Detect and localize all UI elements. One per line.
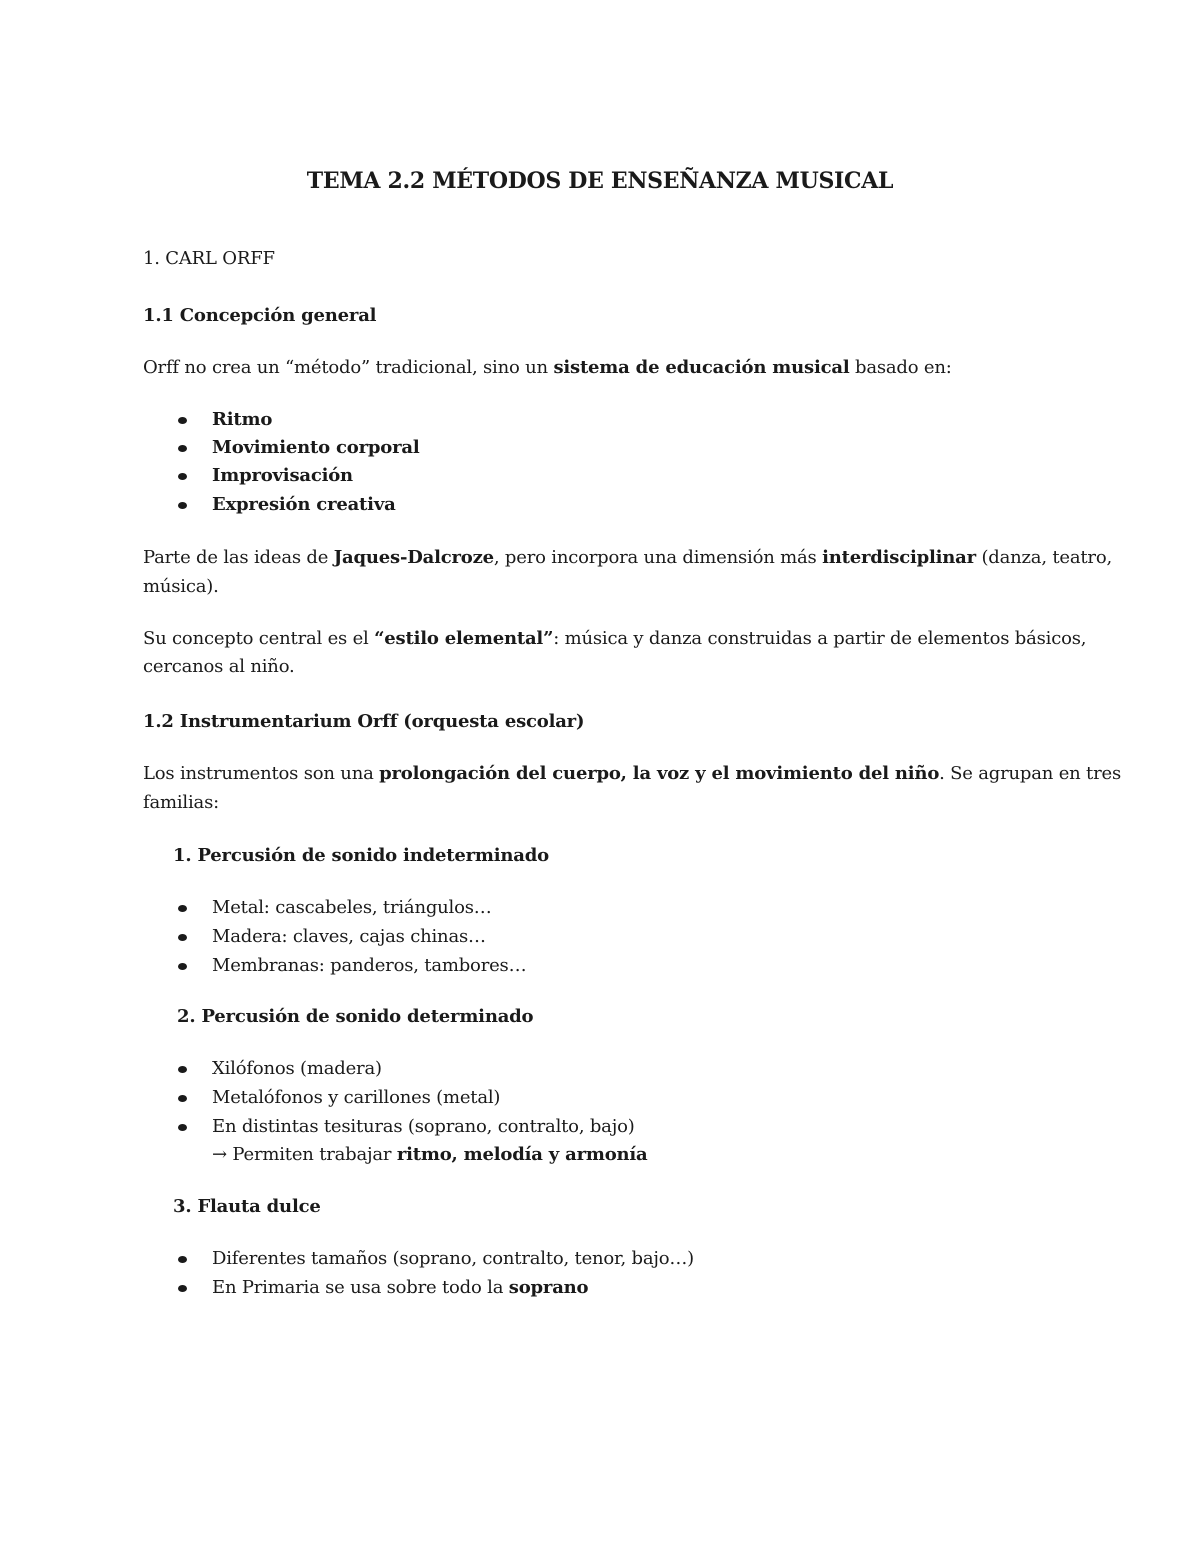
bullet-icon <box>178 1256 187 1263</box>
bullet-icon <box>178 1124 187 1131</box>
list-item: Membranas: panderos, tambores… <box>212 955 527 976</box>
list-item: Movimiento corporal <box>212 437 420 458</box>
bullet-icon <box>178 934 187 941</box>
list-item: En Primaria se usa sobre todo la soprano <box>212 1277 589 1298</box>
list-item: Xilófonos (madera) <box>212 1058 382 1079</box>
list-item-note: → Permiten trabajar ritmo, melodía y armonía <box>212 1144 648 1165</box>
subsection-heading-concepcion: 1.1 Concepción general <box>143 305 377 326</box>
paragraph-dalcroze-line1: Parte de las ideas de Jaques-Dalcroze, pero incorpora una dimensión más interdisciplinar (danza, teatro, <box>143 547 1112 568</box>
bullet-icon <box>178 1066 187 1073</box>
bullet-icon <box>178 502 187 509</box>
list-item: Madera: claves, cajas chinas… <box>212 926 486 947</box>
list-item: Metalófonos y carillones (metal) <box>212 1087 501 1108</box>
subsection-heading-instrumentarium: 1.2 Instrumentarium Orff (orquesta escolar) <box>143 711 585 732</box>
paragraph-dalcroze-line2: música). <box>143 576 219 597</box>
list-item: Ritmo <box>212 409 273 430</box>
group-heading-indeterminado: 1. Percusión de sonido indeterminado <box>173 845 549 866</box>
group-heading-flauta: 3. Flauta dulce <box>173 1196 321 1217</box>
bullet-icon <box>178 905 187 912</box>
list-item: Metal: cascabeles, triángulos… <box>212 897 492 918</box>
bullet-icon <box>178 417 187 424</box>
list-item: Diferentes tamaños (soprano, contralto, tenor, bajo…) <box>212 1248 695 1269</box>
bullet-icon <box>178 1095 187 1102</box>
bullet-icon <box>178 473 187 480</box>
document-title: TEMA 2.2 MÉTODOS DE ENSEÑANZA MUSICAL <box>306 168 894 194</box>
list-item: En distintas tesituras (soprano, contralto, bajo) <box>212 1116 635 1137</box>
list-item: Expresión creativa <box>212 494 396 515</box>
bullet-icon <box>178 963 187 970</box>
paragraph-estilo-line2: cercanos al niño. <box>143 656 295 677</box>
group-heading-determinado: 2. Percusión de sonido determinado <box>177 1006 534 1027</box>
list-item: Improvisación <box>212 465 353 486</box>
section-heading-carl-orff: 1. CARL ORFF <box>143 248 275 269</box>
paragraph-instrumentos-line2: familias: <box>143 792 219 813</box>
paragraph-orff-system: Orff no crea un “método” tradicional, sino un sistema de educación musical basado en: <box>143 357 952 378</box>
paragraph-estilo-line1: Su concepto central es el “estilo elemental”: música y danza construidas a partir de elementos básicos, <box>143 628 1087 649</box>
paragraph-instrumentos-line1: Los instrumentos son una prolongación del cuerpo, la voz y el movimiento del niño. Se agrupan en tres <box>143 763 1121 784</box>
bullet-icon <box>178 445 187 452</box>
bullet-icon <box>178 1285 187 1292</box>
